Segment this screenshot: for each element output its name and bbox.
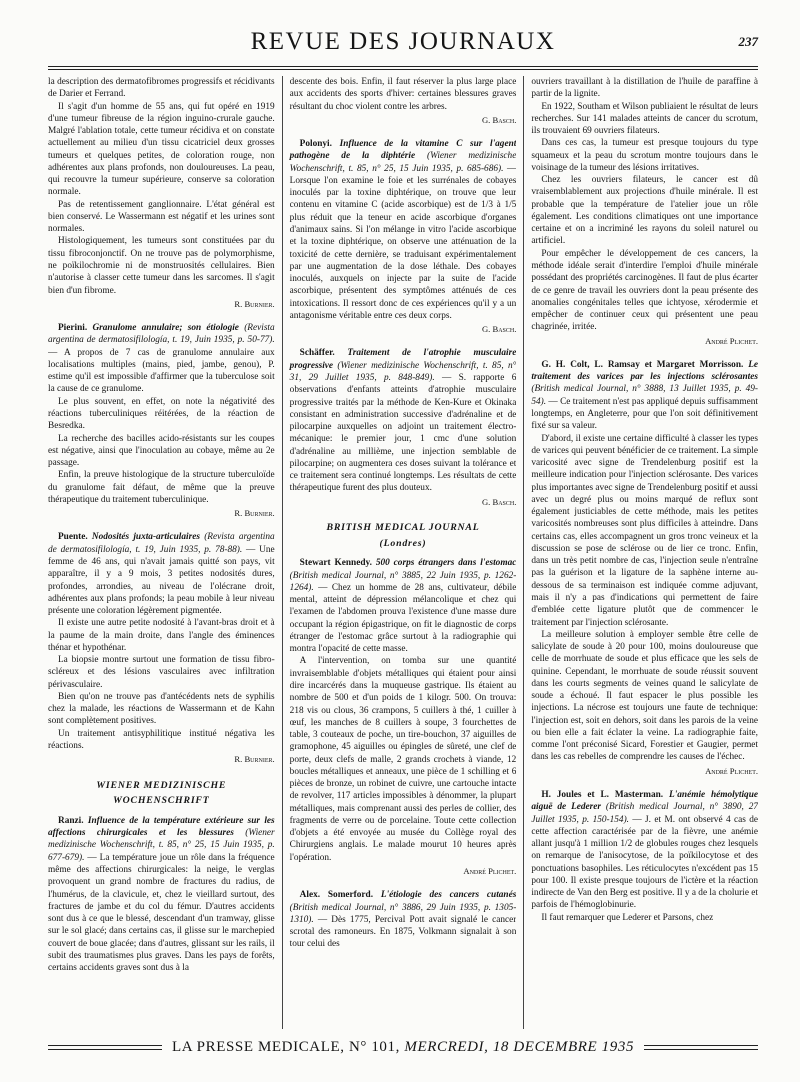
article-body: — Une femme de 46 ans, qui n'avait jamais quitté son pays, vit apparaître, il y a 9 mois, 3 petites nodosités dures, profondes, arrondies, au niveau de l'olécrane droit, adhérentes aux plans profonds; la peau mobile à leur niveau présente une coloration légèrement pigmentée.	[48, 544, 275, 617]
article-author: Polonyi.	[299, 139, 332, 150]
page-number: 237	[738, 34, 758, 49]
article-reference: (British medical Journal, n° 3890, 27 Juillet 1935, p. 150-154).	[531, 802, 758, 825]
article-reference: (Wiener medizinische Wochenschrift, t. 85, n° 25, 15 Juin 1935, p. 685-686).	[289, 151, 517, 174]
header-rule	[48, 66, 758, 70]
paragraph: A l'intervention, on tomba sur une quantité invraisemblable d'objets métalliques qui étaient pour ainsi dire incarcérés dans la muqueuse gastrique. Ils étaient au nombre de 500 et d'un poids de 1 kilogr. 500. On trouva: 218 vis ou clous, 36 crampons, 5 cuillers à thé, 1 cuiller à œuf, les manches de 8 cuillers à soupe, 3 fourchettes de table, 3 couteaux de poche, un tire-bouchon, 37 aiguilles de gramophone, 45 aiguilles ou épingles de sûreté, une clef de porte, deux clefs de malle, 2 grands crochets à viande, 12 boucles métalliques et anneaux, une pièce de 1 schilling et 6 pièces de bronze, un robinet de cuivre, une cartouche intacte de revolver, 117 articles impossibles à dénommer, la plupart métalliques, mais comprenant aussi des perles de collier, des fragments de verre ou de porcelaine. Toute cette collection d'objets a été envoyée au musée du Collège royal des Chirurgiens anglais. Le malade mourut 10 heures après l'opération.	[289, 656, 517, 863]
paragraph: Il existe une autre petite nodosité à l'avant-bras droit et à la paume de la main droite, dans l'angle des éminences thénar et hypothénar.	[48, 618, 275, 653]
article-author: H. Joules et L. Masterman.	[541, 790, 664, 801]
article-title: L'étiologie des cancers cutanés	[380, 890, 517, 901]
article-polonyi	[290, 138, 517, 322]
page-header	[48, 28, 758, 58]
column-1	[48, 76, 275, 1029]
article-title: Le traitement des varices par les injections sclérosantes	[531, 359, 758, 383]
article-colt-ramsay-morrisson	[531, 359, 758, 433]
paragraph: En 1922, Southam et Wilson publiaient le résultat de leurs recherches. Sur 141 malades atteints de cancer du scrotum, ils trouvaient 69 ouvriers filateurs.	[531, 101, 758, 137]
article-columns	[48, 76, 758, 1029]
article-body: — Ce traitement n'est pas appliqué depuis suffisamment longtemps, en Angleterre, pour que l'on soit définitivement fixé sur sa valeur.	[531, 396, 758, 432]
signature: R. Burnier.	[234, 754, 275, 765]
article-reference: (Wiener medizinische Wochenschrift, t. 85, n° 31, 29 Juillet 1935, p. 848-849).	[289, 360, 517, 383]
signature: André Plichet.	[705, 765, 758, 776]
article-author: Schäffer.	[299, 348, 335, 359]
article-ranzi	[48, 815, 275, 974]
signature: G. Basch.	[481, 496, 517, 507]
paragraph: La biopsie montre surtout une formation de tissu fibro-scléreux et des lésions vasculaires avec infiltration périvasculaire.	[48, 655, 275, 690]
section-heading-bmj	[290, 520, 517, 551]
article-title: Influence de la température extérieure sur les affections chirurgicales et les blessures	[48, 815, 275, 839]
paragraph: Chez les ouvriers filateurs, le cancer est dû vraisemblablement aux projections d'huile minérale. Il est probable que la température de l'atelier joue un rôle également. Les conditions climatiques ont une importance certaine et on a incriminé les rayons du soleil naturel ou artificiel.	[531, 175, 758, 247]
paragraph: Il s'agit d'un homme de 55 ans, qui fut opéré en 1919 d'une tumeur fibreuse de la région inguino-crurale gauche. Malgré l'ablation totale, cette tumeur récidiva et on constate actuellement au milieu d'un tissu cicatriciel deux grosses tumeurs et quelques petites, de coloration rouge, non adhérentes aux plans profonds, non douloureuses. La peau, qui recouvre la tumeur supérieure, conserve sa coloration normale.	[48, 101, 275, 198]
signature: R. Burnier.	[234, 508, 275, 519]
article-title: Traitement de l'atrophie musculaire progressive	[289, 348, 517, 371]
paragraph: D'abord, il existe une certaine difficulté à classer les types de varices qui peuvent bénéficier de ce traitement. La simple varicosité avec signe de Trendelenburg positif est la meilleure indication pour l'injection sclérosante. Des varices plus importantes avec signe de Trendelenburg positif et aussi avec un degré plus ou moins marqué de reflux sont également justiciables de cette méthode, mais les petites varicosités nombreuses sont plus difficiles à atteindre. Dans certains cas, elles accompagnent un gros tronc veineux et la discussion se pose de sclérose ou de lier ce tronc. Enfin, dans un très petit nombre de cas, l'injection seule n'entraîne pas la guérison et la ligature de la saphène interne au-dessous de sa terminaison est indiquée comme adjuvant, mais il n'y a pas d'indications qui permettent de faire d'emblée cette ligature plutôt que de commencer le traitement par l'injection sclérosante.	[531, 433, 758, 628]
article-author: G. H. Colt, L. Ramsay et Margaret Morrisson.	[541, 359, 744, 370]
article-pierini	[48, 322, 275, 396]
article-body: — La température joue un rôle dans la fréquence même des affections chirurgicales: la neige, le verglas provoquent un grand nombre de fractures du radius, de l'humérus, de la clavicule, et, chez le vieillard surtout, des fractures de jambe et du col du fémur. D'autres accidents sont dus à ce que le blessé, descendant d'un tramway, glisse sur le sol glacé; dans certains cas, il glisse sur le marchepied couvert de boue glacée; dans d'autres, glissant sur les rails, il subit des traumatismes plus graves. Dans les pays de forêts, certains accidents graves sont dus à la	[48, 852, 275, 974]
section-heading-line: BRITISH MEDICAL JOURNAL	[326, 522, 480, 533]
article-reference: (Revista argentina de dermatosifilología, t. 19, Juin 1935, p. 78-88).	[48, 532, 275, 555]
article-author: Stewart Kennedy.	[299, 558, 372, 569]
paragraph: La recherche des bacilles acido-résistants sur les coupes est négative, ainsi que l'inoculation au cobaye, même au 2e passage.	[48, 433, 275, 469]
article-somerford	[290, 889, 517, 950]
article-reference: (Revista argentina de dermatosifilología, t. 19, Juin 1935, p. 50-77).	[48, 323, 275, 346]
column-2	[282, 76, 517, 1029]
article-author: Puente.	[58, 532, 88, 543]
paragraph: Pas de retentissement ganglionnaire. L'état général est bien conservé. Le Wassermann est négatif et les urines sont normales.	[48, 199, 275, 235]
paragraph: ouvriers travaillant à la distillation de l'huile de paraffine à partir de la lignite.	[531, 77, 758, 100]
signature: G. Basch.	[481, 114, 517, 125]
article-stewart-kennedy	[290, 557, 517, 655]
signature: André Plichet.	[463, 865, 517, 876]
article-reference: (British medical Journal, n° 3885, 22 Juin 1935, p. 1262-1264).	[289, 570, 517, 593]
article-puente	[48, 531, 275, 617]
footer-rule-right	[644, 1045, 758, 1050]
article-author: Alex. Somerford.	[299, 890, 374, 901]
article-body: — A propos de 7 cas de granulome annulaire aux localisations multiples (mains, pied, jambe, genou), P. estime qu'il est impossible d'affirmer que la tuberculose soit la cause de ce granulome.	[48, 347, 275, 395]
paragraph: Un traitement antisyphilitique institué négativa les réactions.	[48, 728, 275, 751]
article-title: Influence de la vitamine C sur l'agent pathogène de la diphtérie	[289, 139, 517, 162]
paragraph: Enfin, la preuve histologique de la structure tuberculoïde du granulome fait défaut, de même que la preuve thérapeutique du traitement tuberculinique.	[48, 470, 275, 505]
paragraph: Le plus souvent, en effet, on note la négativité des réactions tuberculiniques réitérées, de la réaction de Besredka.	[48, 396, 275, 432]
article-body: — S. rapporte 6 observations d'enfants atteints d'atrophie musculaire progressive traités par la méthode de Ken-Kure et Okinaka consistant en administration successive d'adrénaline et de pilocarpine auxquelles on adjoint un traitement électro-mécanique: le premier jour, 1 cmc d'une solution d'adrénaline au millième, une injection semblable de pilocarpine; on augmentera ces doses suivant la tolérance et ce traitement sera continué longtemps. Les résultats de cette thérapeutique furent des plus douteux.	[289, 373, 517, 494]
article-body: — Chez un homme de 28 ans, cultivateur, débile mental, atteint de dépression mélancolique et chez qui l'examen de l'abdomen prouva l'existence d'une masse dure occupant la région épigastrique, on fit le diagnostic de corps étranger de l'estomac grâce surtout à la radiographie qui montra l'opacité de cette masse.	[289, 582, 517, 655]
page-footer	[48, 1036, 758, 1058]
article-title: Nodosités juxta-articulaires	[91, 532, 200, 543]
section-heading-wiener: WIENER MEDIZINISCHE WOCHENSCHRIFT	[96, 779, 227, 807]
article-author: Pierini.	[58, 323, 88, 334]
signature: R. Burnier.	[234, 298, 275, 309]
paragraph: Pour empêcher le développement de ces cancers, la méthode idéale serait d'interdire l'emploi d'huile minérale possédant des propriétés carcinogènes. Il faut de plus écarter de ce genre de travail les ouvriers dont la peau présente des anomalies congénitales telles que ichtyose, xérodermie et empêcher de continuer ceux qui présentent une peau chagrinée, irritée.	[531, 248, 758, 333]
column-3	[523, 76, 758, 1029]
paragraph: descente des bois. Enfin, il faut réserver la plus large place aux accidents des sports d'hiver: certaines blessures graves résultant du choc violent contre les arbres.	[289, 77, 517, 112]
article-title: Granulome annulaire; son étiologie	[92, 323, 239, 334]
paragraph: Bien qu'on ne trouve pas d'antécédents nets de syphilis chez la malade, les réactions de Wassermann et de Kahn sont complètement positives.	[48, 691, 275, 727]
article-title: 500 corps étrangers dans l'estomac	[375, 558, 517, 569]
article-schaffer	[290, 347, 517, 494]
article-body: — J. et M. ont observé 4 cas de cette affection caractérisée par de la fièvre, une anémie allant jusqu'à 1 million 1/2 de globules rouges chez lesquels on remarque de l'anisocytose, de la poïkilocytose et des ponctuations basophiles. Les réticulocytes n'excédent pas 15 pour 100. Il existe presque toujours de l'ictère et la réaction indirecte de Van den Berg est positive. Il y a de la cholurie et parfois de l'hémoglobinurie.	[531, 814, 758, 911]
article-reference: (British medical Journal, n° 3886, 29 Juin 1935, p. 1305-1310).	[289, 902, 517, 925]
paragraph: Il faut remarquer que Lederer et Parsons, chez	[541, 912, 714, 923]
journal-section-title: REVUE DES JOURNAUX	[250, 28, 556, 55]
footer-journal: LA PRESSE MEDICALE, N° 101,	[171, 1038, 400, 1055]
paragraph: Dans ces cas, la tumeur est presque toujours du type squameux et la peau du scrotum montre toujours dans le voisinage de la tumeur des lésions irritatives.	[531, 138, 758, 173]
article-body: — Lorsque l'on examine le foie et les surrénales de cobayes inoculés par la toxine diphtérique, on trouve que leur contenu en vitamine C (acide ascorbique) est de 1/3 à 1/5 plus réduit que la teneur en acide ascorbique d'organes d'animaux sains. Si l'on mélange in vitro l'acide ascorbique et la toxine diphtérique, on observe une atténuation de la toxicité de cette dernière, se traduisant expérimentalement par une augmentation de la dose léthale. Des cobayes inoculés, auxquels on injecte par la suite de l'acide ascorbique, présentent des symptômes atténués de ces intoxications. Il ressort donc de ces expériences qu'il y a un antagonisme véritable entre ces deux corps.	[289, 163, 517, 321]
footer-rule-left	[48, 1045, 162, 1050]
paragraph: Histologiquement, les tumeurs sont constituées par du tissu fibroconjonctif. On ne trouve pas de polymorphisme, ne poïkilochromie ni de monstruosités cellulaires. Bien n'autorise à classer cette tumeur dans les sarcomes. Il s'agit bien d'un fibrome.	[48, 236, 275, 296]
article-reference: (British medical Journal, n° 3888, 13 Juillet 1935, p. 49-54).	[531, 384, 758, 407]
footer-date: MERCREDI, 18 DECEMBRE 1935	[404, 1038, 635, 1055]
section-heading-line: (Londres)	[379, 537, 427, 549]
article-title: L'anémie hémolytique aiguë de Lederer	[531, 790, 758, 813]
footer-imprint	[162, 1039, 644, 1056]
article-joules-masterman	[531, 789, 758, 912]
article-author: Ranzi.	[58, 815, 84, 826]
article-body: — Dès 1775, Percival Pott avait signalé le cancer scrotal des ramoneurs. En 1875, Volkmann signalait à son tour celui des	[289, 914, 517, 950]
article-reference: (Wiener medizinische Wochenschrift, t. 85, n° 25, 15 Juin 1935, p. 677-679).	[48, 828, 275, 863]
signature: G. Basch.	[481, 324, 517, 335]
paragraph: la description des dermatofibromes progressifs et récidivants de Darier et Ferrand.	[48, 77, 275, 100]
paragraph: La meilleure solution à employer semble être celle de salicylate de soude à 20 pour 100, moins douloureuse que celle de morrhuate de soude et plus efficace que les sels de quinine. Cependant, le morrhuate de soude réussit souvent dans les courts segments de veines quand le salicylate de soude a échoué. Il faut espacer le plus possible les injections. La nécrose est toujours une faute de technique: l'injection est, soit en dehors, soit dans les parois de la veine ou bien elle a fait éclater la veine. La radiographie faite, comme l'ont préconisé Sicard, Forestier et Gaugier, permet dans les cas rebelles de comprendre les causes de l'échec.	[531, 629, 758, 763]
signature: André Plichet.	[705, 335, 758, 346]
